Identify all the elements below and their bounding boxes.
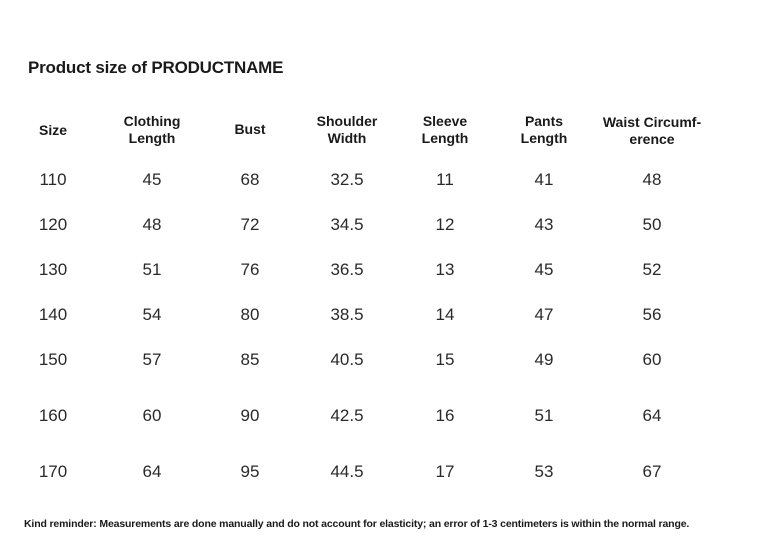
table-cell-bust: 72: [240, 215, 260, 234]
table-cell-sleeve-length: 14: [435, 305, 455, 324]
table-cell-size: 170: [38, 462, 68, 481]
column-header-bust: [234, 121, 265, 138]
table-cell-clothing-length: 51: [142, 260, 162, 279]
table-cell-pants-length: 43: [534, 215, 554, 234]
column-header-line: Length: [520, 130, 568, 146]
column-header-line: Length: [421, 130, 469, 146]
column-header-line: Shoulder: [316, 113, 378, 129]
table-cell-size: 120: [38, 215, 68, 234]
page-title: Product size of PRODUCTNAME: [28, 58, 284, 77]
table-cell-size: 110: [39, 170, 67, 189]
table-cell-shoulder-width: 38.5: [330, 305, 364, 324]
column-header-sleeve-length: [422, 113, 469, 147]
kind-reminder-note: Kind reminder: Measurements are done manually and do not account for elasticity; an error of 1-3 centimeters is within the normal range.: [24, 518, 690, 530]
table-cell-size: 140: [38, 305, 68, 324]
table-cell-waist-circumference: 48: [642, 170, 662, 189]
table-cell-waist-circumference: 60: [642, 350, 662, 369]
table-cell-sleeve-length: 13: [435, 260, 455, 279]
column-header-line: Size: [38, 122, 68, 138]
table-cell-sleeve-length: 15: [435, 350, 455, 369]
table-cell-bust: 80: [240, 305, 260, 324]
column-header-line: Pants: [524, 113, 564, 129]
column-header-shoulder-width: [317, 113, 378, 147]
table-cell-waist-circumference: 67: [642, 462, 662, 481]
table-cell-pants-length: 49: [534, 350, 554, 369]
table-cell-size: 130: [38, 260, 68, 279]
table-cell-bust: 76: [240, 260, 260, 279]
column-header-line: Bust: [234, 121, 266, 137]
table-cell-shoulder-width: 42.5: [330, 406, 364, 425]
table-cell-shoulder-width: 36.5: [330, 260, 364, 279]
table-cell-clothing-length: 57: [142, 350, 162, 369]
table-cell-bust: 68: [240, 170, 260, 189]
table-cell-sleeve-length: 16: [435, 406, 455, 425]
table-cell-clothing-length: 54: [142, 305, 162, 324]
table-cell-sleeve-length: 11: [436, 170, 454, 189]
table-cell-shoulder-width: 34.5: [330, 215, 364, 234]
table-cell-clothing-length: 48: [142, 215, 162, 234]
table-cell-waist-circumference: 64: [642, 406, 662, 425]
table-cell-bust: 90: [240, 406, 260, 425]
column-header-line: Width: [327, 130, 367, 146]
column-header-pants-length: [521, 113, 568, 147]
table-cell-waist-circumference: 52: [642, 260, 662, 279]
column-header-line: erence: [629, 131, 675, 147]
table-cell-bust: 95: [240, 462, 260, 481]
column-header-clothing-length: [124, 113, 181, 147]
table-cell-size: 160: [38, 406, 68, 425]
table-cell-shoulder-width: 40.5: [330, 350, 364, 369]
table-cell-clothing-length: 60: [142, 406, 162, 425]
table-cell-bust: 85: [240, 350, 260, 369]
table-cell-pants-length: 53: [534, 462, 554, 481]
column-header-line: Waist Circumf-: [602, 114, 702, 130]
table-cell-waist-circumference: 56: [642, 305, 662, 324]
table-cell-size: 150: [38, 350, 68, 369]
table-cell-pants-length: 45: [534, 260, 554, 279]
column-header-waist-circumference: [603, 114, 701, 148]
table-cell-clothing-length: 64: [142, 462, 162, 481]
table-cell-pants-length: 47: [534, 305, 554, 324]
table-cell-sleeve-length: 12: [435, 215, 455, 234]
table-cell-pants-length: 41: [534, 170, 554, 189]
table-cell-shoulder-width: 44.5: [330, 462, 364, 481]
table-cell-pants-length: 51: [534, 406, 554, 425]
column-header-line: Clothing: [123, 113, 181, 129]
table-cell-shoulder-width: 32.5: [330, 170, 364, 189]
table-cell-sleeve-length: 17: [435, 462, 455, 481]
column-header-size: [39, 122, 67, 139]
column-header-line: Length: [128, 130, 176, 146]
table-cell-waist-circumference: 50: [642, 215, 662, 234]
column-header-line: Sleeve: [422, 113, 468, 129]
table-cell-clothing-length: 45: [142, 170, 162, 189]
